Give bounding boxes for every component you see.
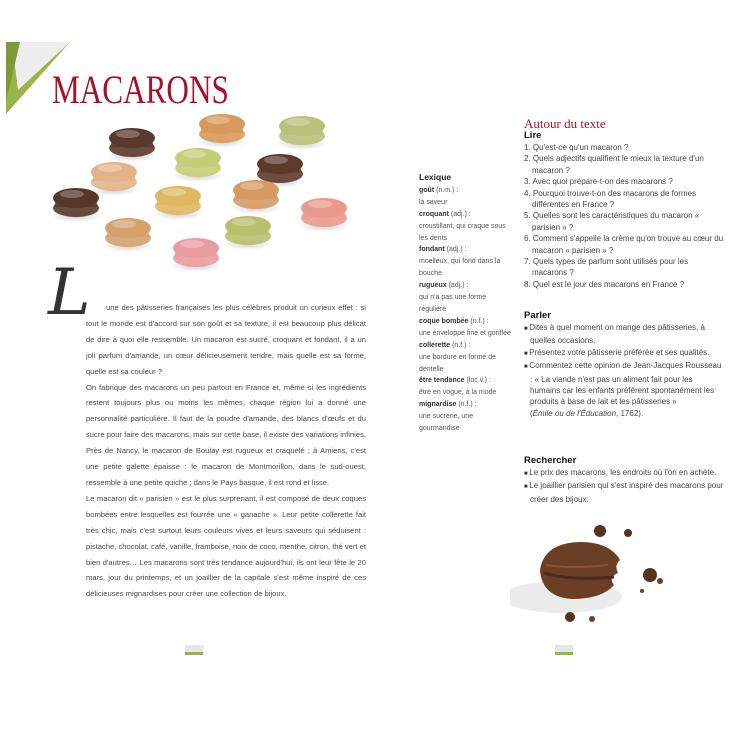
lexique-definition: une bordure en forme de dentelle <box>419 353 497 373</box>
lexique-pos: (n.f.) : <box>458 401 477 409</box>
macaron <box>298 198 350 232</box>
rechercher-title: Rechercher <box>524 455 577 466</box>
lexique-definition: croustillant, qui craque sous les dents <box>419 222 506 242</box>
lexique-pos: (adj.) : <box>450 210 471 218</box>
lexique-term: fondant <box>419 246 445 254</box>
autour-du-texte-heading: Autour du texte <box>524 116 606 131</box>
lexique-term: collerette <box>419 341 451 349</box>
lire-title: Lire <box>524 130 542 141</box>
article-paragraph: Le macaron dit « parisien » est le plus surprenant, il est composé de deux coques bombées entre lesquelles est fourrée une « ganache ». Leur petite collerette fait très chic, mais c'est surtout leurs couleurs vives et leurs saveurs qui séduisent : pistache, chocolat, café, vanille, framboise, noix de coco, menthe, citron, thé vert et bien d'autres… Les macarons sont très tendance aujourd'hui, ils ont leur fête le 20 mars, jour du printemps, et un joaillier de la capitale s'est même inspiré de ces délicieuses mignardises pour créer une collection de bijoux. <box>86 493 366 599</box>
lexique-entry <box>419 280 511 316</box>
rechercher-item: ■ Le joaillier parisien qui s'est inspiré des macarons pour créer des bijoux. <box>524 481 724 504</box>
macaron <box>196 114 248 148</box>
macarons-photo <box>40 100 370 280</box>
bitten-macaron-photo <box>510 515 680 635</box>
lire-question: 2. Quels adjectifs qualifient le mieux la texture d'un macaron ? <box>524 154 704 175</box>
lexique-pos: (adj.) : <box>446 246 467 254</box>
rechercher-item: ■ Le prix des macarons, les endroits où l'on en achète. <box>524 468 717 477</box>
page-marker-right <box>554 644 574 656</box>
lire-question: 8. Quel est le jour des macarons en France ? <box>524 279 685 289</box>
macaron <box>88 162 140 196</box>
lexique-term: goût <box>419 186 435 194</box>
lire-question: 7. Quels types de parfum sont utilisés pour les macarons ? <box>524 257 689 278</box>
lexique-definition: qui n'a pas une forme régulière <box>419 294 487 313</box>
lire-question: 1. Qu'est-ce qu'un macaron ? <box>524 143 629 152</box>
lexique-pos: (adj.) : <box>448 282 469 290</box>
parler-item: ■ Dites à quel moment on mange des pâtisseries, à quelles occasions. <box>524 323 705 346</box>
lexique-entry <box>419 244 511 280</box>
lexique-term: mignardise <box>419 401 457 409</box>
article-paragraph: On fabrique des macarons un peu partout en France et, même si les ingrédients restent toujours plus ou moins les mêmes, chaque région lui a donné une personnalité particulière. Il faut de la poudre d'amande, des blancs d'œufs et du sucre pour faire des macarons, mais sur cette base, il existe des variations infinies. Près de Nancy, le macaron de Boulay est rugueux et craquelé ; à Amiens, c'est une petite galette épaisse : le macaron de Montmorillon, dans le sud-ouest, ressemble à une petite quiche ; dans le Pays basque, il est rond et lisse. <box>86 382 366 487</box>
citation-year: , 1762). <box>616 408 644 418</box>
drop-cap: L <box>48 256 91 330</box>
lire-question: 6. Comment s'appelle la crème qu'on trouve au cœur du macaron « parisien » ? <box>524 234 724 255</box>
macaron <box>106 128 158 162</box>
page-marker-left <box>184 644 204 656</box>
parler-section <box>524 310 724 419</box>
lexique-definition: moelleux, qui fond dans la bouche <box>419 258 501 278</box>
parler-item: ■ Commentez cette opinion de Jean-Jacques Rousseau : « La viande n'est pas un aliment fait pour les humains car les enfants préfèrent spontanément les produits à base de lait et les pâtisseries » (Émile ou de l'Éducation, 1762). <box>524 361 722 418</box>
lexique-entry <box>419 340 511 376</box>
lexique-title: Lexique <box>419 172 452 182</box>
lexique-term: croquant <box>419 210 449 218</box>
macaron <box>230 180 282 214</box>
lexique-definition: être en vogue, à la mode <box>419 389 497 397</box>
parler-item: ■ Présentez votre pâtisserie préférée et ses qualités. <box>524 347 710 357</box>
macaron <box>102 218 154 252</box>
lexique-entry <box>419 399 511 435</box>
lire-question: 3. Avec quoi prépare-t-on des macarons ? <box>524 177 673 187</box>
lexique-entry <box>419 185 511 209</box>
lexique-entry <box>419 316 511 340</box>
lexique-term: coque bombée <box>419 317 469 325</box>
lexique-entry <box>419 375 511 399</box>
lexique-glossary <box>419 172 511 435</box>
lire-question: 4. Pourquoi trouve-t-on des macarons de formes différentes en France ? <box>524 188 697 210</box>
lire-question: 5. Quelles sont les caractéristiques du macaron « parisien » ? <box>524 211 700 232</box>
lexique-pos: (n.f.) : <box>470 317 489 325</box>
article-paragraph: une des pâtisseries françaises les plus célèbres produit un curieux effet : si tout le monde est d'accord sur son goût et sa texture, il est beaucoup plus délicat de dire à quoi elle ressemble. Un macaron est sucré, croquant et fondant, il a un joli parfum d'amande, un cœur délicieusement tendre, mais quelle est sa forme, quelle est sa couleur ? <box>86 303 366 376</box>
lexique-definition: la saveur <box>419 198 448 206</box>
page-title: MACARONS <box>52 67 229 112</box>
lexique-pos: (n.m.) : <box>436 186 459 194</box>
lexique-term: être tendance <box>419 377 465 385</box>
lexique-definition: une sucrerie, une gourmandise <box>419 413 474 433</box>
lexique-definition: une enveloppe fine et gonflée <box>419 329 511 337</box>
macaron <box>172 148 224 182</box>
citation-work: Émile ou de l'Éducation <box>532 408 617 418</box>
macaron <box>222 216 274 250</box>
lire-section <box>524 130 724 290</box>
lexique-entry <box>419 209 511 245</box>
article-body <box>86 300 366 602</box>
macaron <box>152 186 204 220</box>
parler-title: Parler <box>524 310 551 321</box>
rechercher-section <box>524 455 724 505</box>
lexique-pos: (n.f.) : <box>452 341 471 349</box>
macaron <box>50 188 102 222</box>
lexique-term: rugueux <box>419 282 447 290</box>
macaron <box>170 238 222 272</box>
lexique-pos: (loc.v.) : <box>466 377 491 385</box>
macaron <box>276 116 328 150</box>
